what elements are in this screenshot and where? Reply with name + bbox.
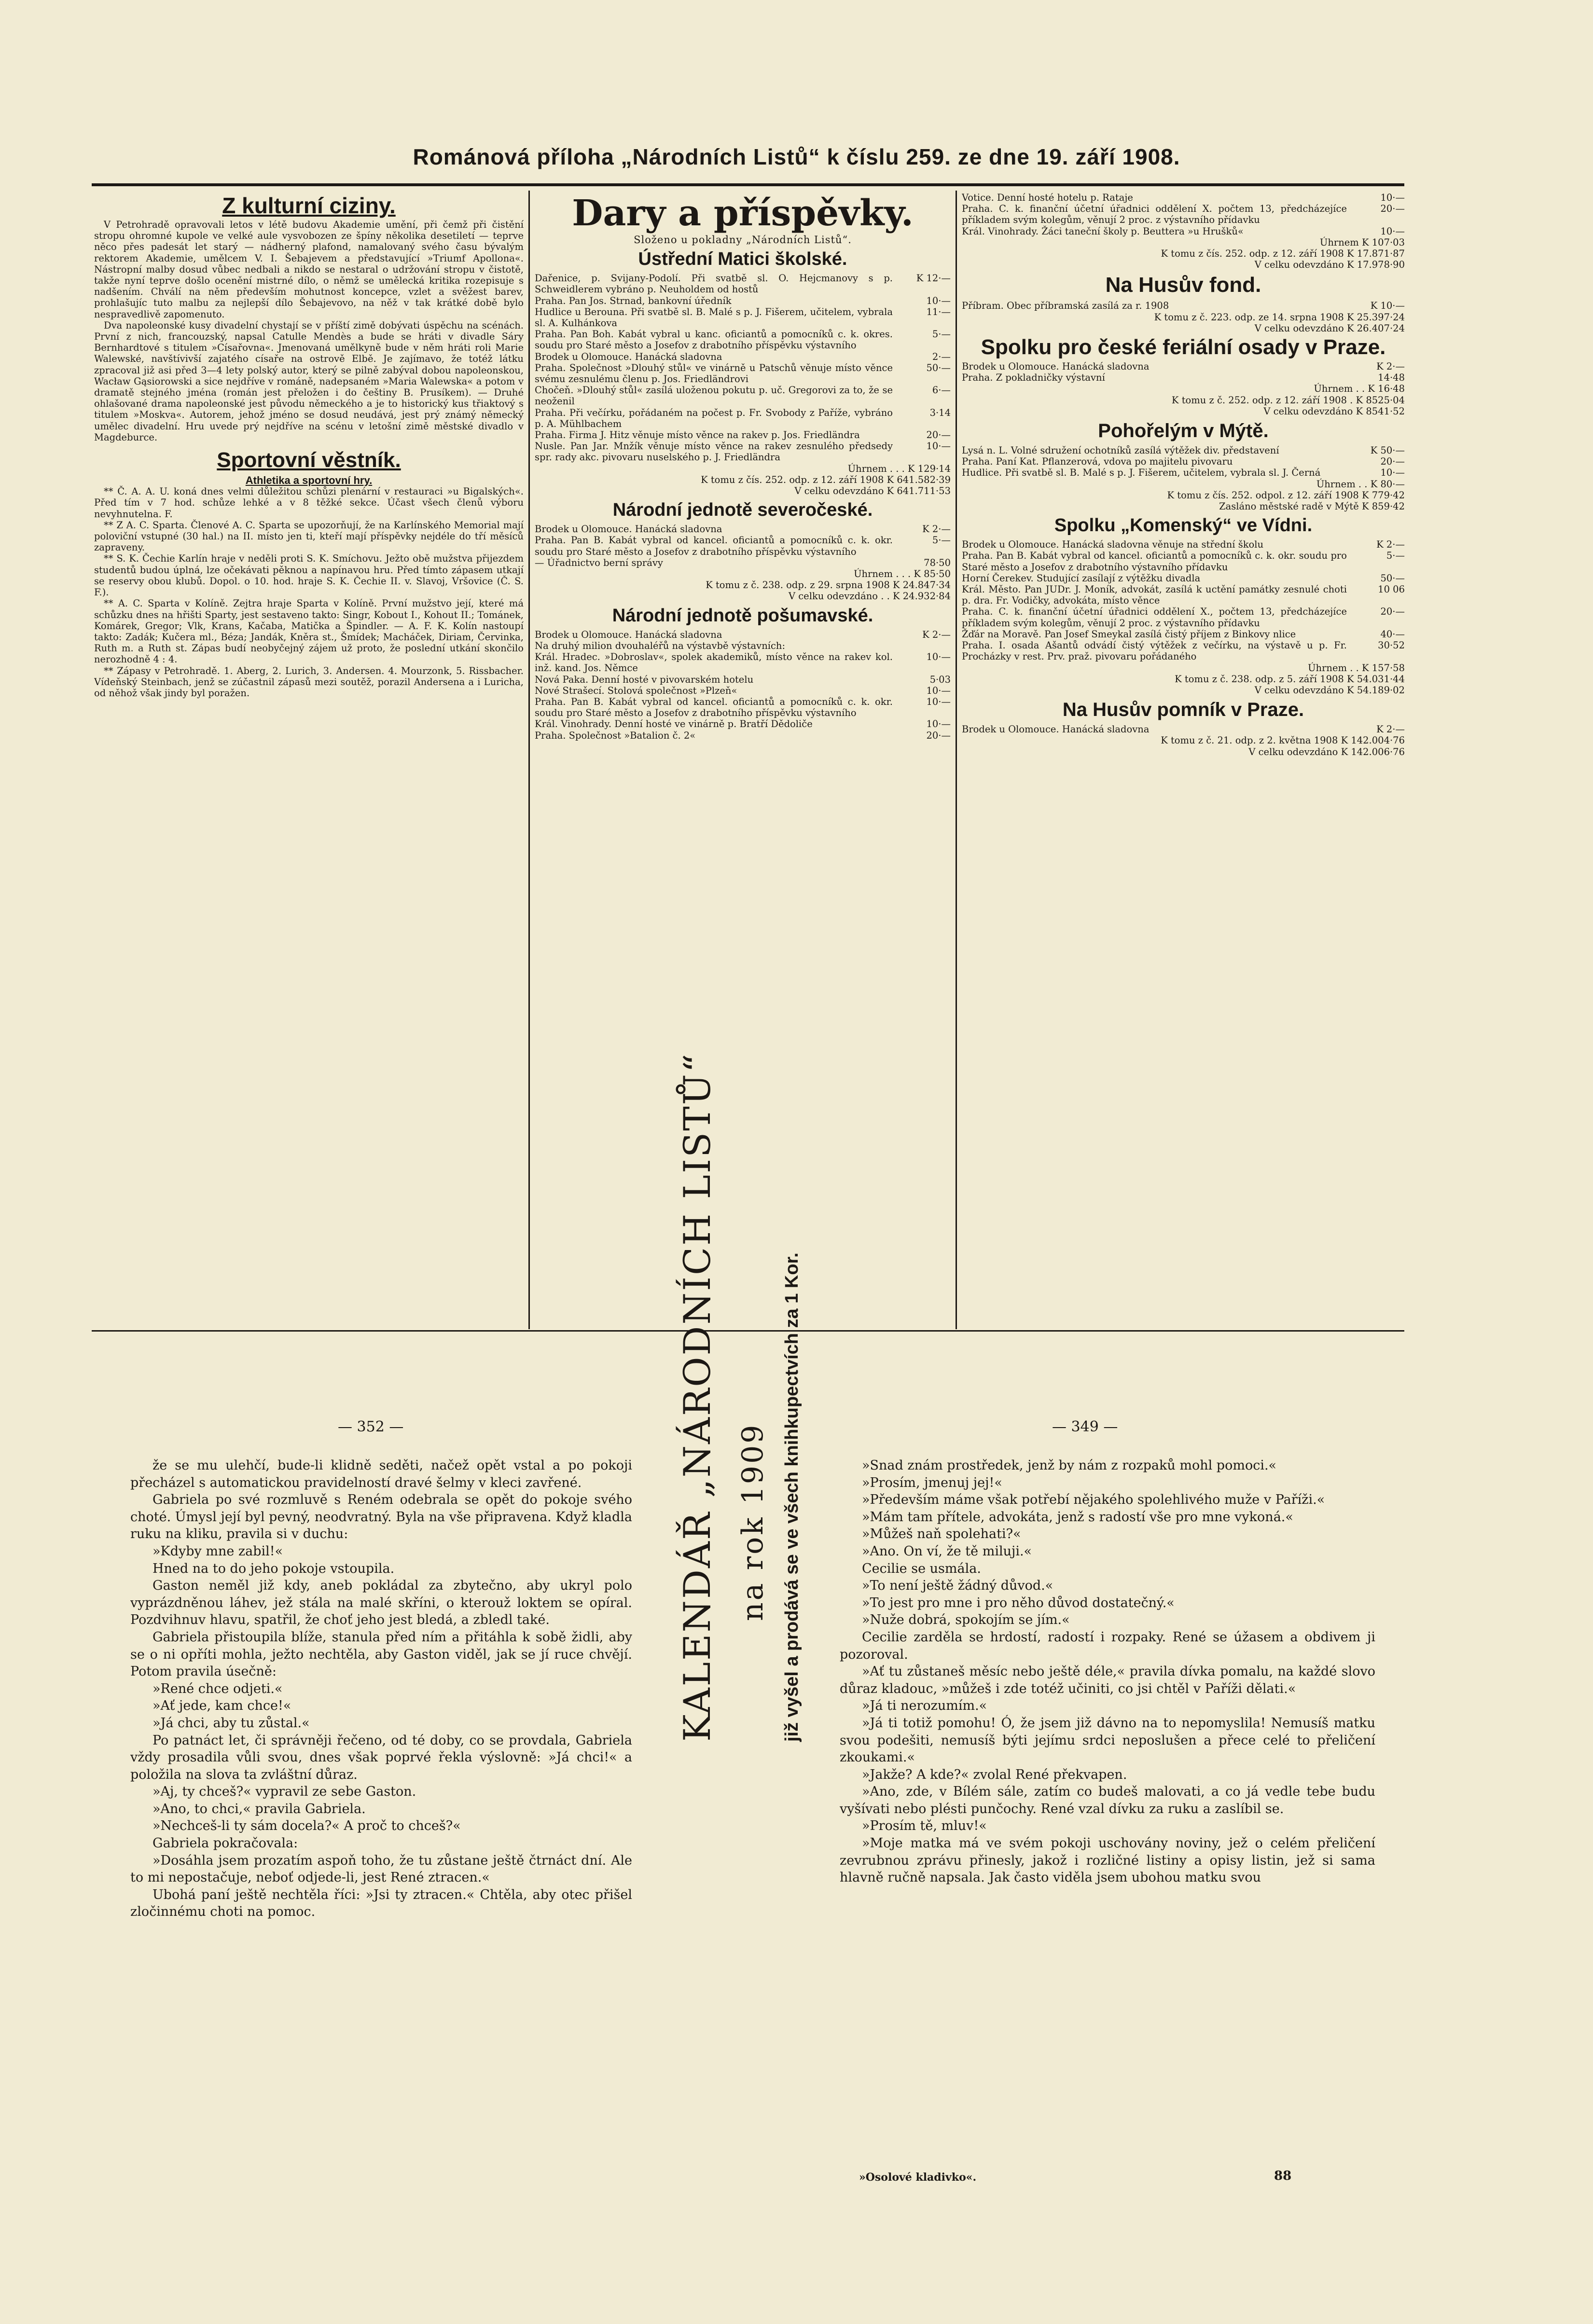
donation-entry: Nové Strašecí. Stolová společnost »Plzeň« 10·— bbox=[535, 685, 951, 696]
donation-entry: Chočeň. »Dlouhý stůl« zasílá uloženou pokutu p. uč. Gregorovi za to, že se neoženil 6·— bbox=[535, 385, 951, 407]
sport-title: Sportovní věstník. bbox=[217, 448, 401, 472]
section-previous: K tomu z č. 223. odp. ze 14. srpna 1908 K 25.397·24 bbox=[1154, 311, 1405, 323]
novel-paragraph: »Dosáhla jsem prozatím aspoň toho, že tu zůstane ještě čtrnáct dní. Ale to mi nepostačuje, neboť odjede-li, jest René ztracen.« bbox=[130, 1853, 632, 1885]
novel-paragraph: Gaston neměl již kdy, aneb pokládal za zbytečno, aby ukryl polo vyprázdněnou láhev, jež stála na malé skříni, o kterouž loktem se opíral. Pozdvihnuv hlavu, spatřil, že choť jeho jest bledá, a zbledl také. bbox=[130, 1578, 632, 1628]
section-sum: V celku odevzdáno K 142.006·76 bbox=[1248, 746, 1405, 757]
sport-paragraph: ** Č. A. A. U. koná dnes velmi důležitou schůzi plenární v restauraci »u Bigalských«. Před tím v 7 hod. schůze lehké a v 8 těžké sekce. Účast všech členů výboru nevyhnutelna. F. bbox=[94, 486, 524, 520]
donation-entry: Brodek u Olomouce. Hanácká sladovna 2·— bbox=[535, 351, 951, 362]
donation-entry: Praha. Z pokladničky výstavní 14·48 bbox=[962, 372, 1405, 384]
section-sum: V celku odevzdáno K 26.407·24 bbox=[1254, 322, 1405, 334]
novel-paragraph: »Já chci, aby tu zůstal.« bbox=[152, 1715, 310, 1731]
donations-intro: Složeno u pokladny „Národních Listů“. bbox=[634, 234, 852, 246]
header-rule bbox=[92, 183, 1404, 186]
section-previous: K tomu z č. 21. odp. z 2. května 1908 K 142.004·76 bbox=[1161, 735, 1405, 746]
donation-entry: Praha. Pan Jos. Strnad, bankovní úředník 10·— bbox=[535, 295, 951, 306]
novel-paragraph: »Prosím, jmenuj jej!« bbox=[862, 1475, 1002, 1490]
section-total: Úhrnem . . K 80·— bbox=[1316, 478, 1405, 490]
calendar-advertisement bbox=[666, 1052, 825, 1746]
donation-entry: Horní Čerekev. Studující zasílají z výtěžku divadla 50·— bbox=[962, 572, 1405, 584]
section-title-hus-fond: Na Husův fond. bbox=[1105, 273, 1261, 297]
novel-paragraph: »Ano, zde, v Bílém sále, zatím co budeš malovati, a co já vedle tebe budu vyšívati nebo plésti punčochy. René vzal dívku za ruku a zaslíbil se. bbox=[840, 1784, 1375, 1816]
donation-entry: Brodek u Olomouce. Hanácká sladovna K 2·— bbox=[962, 361, 1405, 372]
novel-paragraph: »Jakže? A kde?« zvolal René překvapen. bbox=[862, 1767, 1127, 1782]
section-total: Úhrnem . . K 157·58 bbox=[1308, 662, 1405, 674]
culture-paragraph: V Petrohradě opravovali letos v létě budovu Akademie umění, při čemž při čistění stropu ohromné kupole ve velké aule vysvobozen ze špíny několika desetiletí — teprve něco přes padesát let starý — nádherný plafond, namalovaný svého času bývalým rektorem Akademie, umělcem V. I. Šebajevem a představující »Triumf Apollona«. Nástropní malby dosud vůbec nedbali a nikdo se nestaral o udržování stropu v čistotě, takže nyní teprve došlo ocenění mistrné dílo, o němž se umělecká kritika rozepisuje s nadšením. Chválí na něm především mohutnost koncepce, vzlet a svěžest barev, prohlašujíc tuto malbu za nejlepší dílo Šebajevovo, na něž v tak krátké době bylo nespravedlivě zapomenuto. bbox=[94, 219, 524, 320]
section-sum: Zasláno městské radě v Mýtě K 859·42 bbox=[1219, 501, 1405, 512]
donation-entry: Král. Město. Pan JUDr. J. Moník, advokát, zasílá k uctění památky zesnulé choti p. dra. Fr. Vodičky, advokáta, místo věnce 10 06 bbox=[962, 584, 1405, 606]
novel-paragraph: »Prosím tě, mluv!« bbox=[862, 1818, 987, 1834]
donation-entry: Nová Paka. Denní hosté v pivovarském hotelu 5·03 bbox=[535, 674, 951, 685]
novel-paragraph: »To jest pro mne i pro něho důvod dostatečný.« bbox=[862, 1595, 1175, 1610]
donation-entry: Brodek u Olomouce. Hanácká sladovna K 2·— bbox=[535, 629, 951, 640]
donation-entry: Brodek u Olomouce. Hanácká sladovna věnuje na střední školu K 2·— bbox=[962, 539, 1405, 550]
donation-entry: Dařenice, p. Svijany-Podolí. Při svatbě sl. O. Hejcmanovy s p. Schweidlerem vybráno p. Neuholdem od hostů K 12·— bbox=[535, 273, 951, 295]
novel-paragraph: »Já ti totiž pomohu! Ó, že jsem již dávno na to nepomyslila! Nemusíš matku svou podešiti, nemusíš býti jejímu srdci neposlušen a přece celé to přeličení zkoukami.« bbox=[840, 1715, 1375, 1765]
section-title-myto: Pohořelým v Mýtě. bbox=[1098, 420, 1269, 442]
donation-entry: Hudlice. Při svatbě sl. B. Malé s p. J. Fišerem, učitelem, vybrala sl. J. Černá 10·— bbox=[962, 467, 1405, 479]
footer-sheet-number: 88 bbox=[1274, 2169, 1292, 2183]
novel-paragraph: »Mám tam přítele, advokáta, jenž s radostí vše pro mne vykoná.« bbox=[862, 1509, 1293, 1525]
column-divider-1 bbox=[528, 191, 530, 1329]
novel-page-left bbox=[130, 1457, 632, 2181]
donation-entry: — Úřadnictvo berní správy 78·50 bbox=[535, 557, 951, 568]
sport-paragraph: ** Zápasy v Petrohradě. 1. Aberg, 2. Lurich, 3. Andersen. 4. Mourzonk, 5. Rissbacher. Vídeňský Steinbach, jenž se zúčastnil zápasů mezi soutěž, porazil Andersena a i Luricha, od něhož však jindy byl poražen. bbox=[94, 665, 524, 699]
section-previous: K tomu z čís. 252. odpol. z 12. září 1908 K 779·42 bbox=[1167, 489, 1405, 501]
novel-paragraph: »Nuže dobrá, spokojím se jím.« bbox=[862, 1612, 1070, 1628]
section-sum: V celku odevzdáno K 641.711·53 bbox=[794, 485, 951, 497]
donation-entry: Praha. Pan B. Kabát vybral od kancel. oficiantů a pomocníků c. k. okr. soudu pro Staré město a Josefov z drabotního příspěvku výstavního 10·— bbox=[535, 696, 951, 719]
donation-entry: Nusle. Pan Jar. Mnžík věnuje místo věnce na rakev zesnulého předsedy spr. rady akc. pivovaru nuselského p. J. Friedländra 10·— bbox=[535, 440, 951, 463]
section-total: Úhrnem . . K 16·48 bbox=[1314, 383, 1405, 395]
page-header: Románová příloha „Národních Listů“ k číslu 259. ze dne 19. září 1908. bbox=[413, 144, 1180, 169]
novel-paragraph: »Snad znám prostředek, jenž by nám z rozpaků mohl pomoci.« bbox=[862, 1458, 1277, 1473]
column-divider-2 bbox=[956, 191, 957, 1329]
entries-matice bbox=[535, 273, 951, 463]
donation-entry: Praha. Pan Boh. Kabát vybral u kanc. oficiantů a pomocníků c. k. okres. soudu pro Staré město a Josefov z drabotního příspěvku výstavního 5·— bbox=[535, 329, 951, 351]
section-title-hus-pomnik: Na Husův pomník v Praze. bbox=[1062, 699, 1304, 721]
section-previous: K tomu z čís. 252. odp. z 12. září 1908 K 641.582·39 bbox=[701, 474, 951, 485]
section-title-posumavska: Národní jednotě pošumavské. bbox=[612, 605, 873, 626]
donation-entry: Praha. Pan B. Kabát vybral od kancel. oficiantů a pomocníků c. k. okr. soudu pro Staré město a Josefov z drabotního příspěvku výstavního 5·— bbox=[535, 535, 951, 557]
novel-paragraph: Gabriela přistoupila blíže, stanula před ním a přitáhla k sobě židli, aby se o ni opříti mohla, ježto nechtěla, aby Gaston viděl, jak se jí ruce chvějí. Potom pravila úsečně: bbox=[130, 1629, 632, 1679]
section-title-matice: Ústřední Matici školské. bbox=[638, 249, 847, 270]
sport-subtitle: Athletika a sportovní hry. bbox=[245, 474, 373, 487]
donation-entry: Žďár na Moravě. Pan Josef Smeykal zasílá čistý příjem z Binkovy nlice 40·— bbox=[962, 628, 1405, 640]
novel-paragraph: »Já ti nerozumím.« bbox=[862, 1698, 987, 1714]
novel-paragraph: »Především máme však potřebí nějakého spolehlivého muže v Paříži.« bbox=[862, 1492, 1325, 1508]
donations-title: Dary a příspěvky. bbox=[572, 193, 914, 234]
donation-entry: Praha. Při večírku, pořádaném na počest p. Fr. Svobody z Paříže, vybráno p. A. Mühlbachem 3·14 bbox=[535, 407, 951, 429]
section-sum: V celku odevzdáno K 17.978·90 bbox=[1254, 259, 1405, 271]
section-title-severoceska: Národní jednotě severočeské. bbox=[612, 500, 873, 521]
section-previous: K tomu z č. 238. odp. z 29. srpna 1908 K 24.847·34 bbox=[706, 579, 951, 591]
culture-paragraph: Dva napoleonské kusy divadelní chystají se v příští zimě dobývati úspěchu na scénách. První z nich, francouzský, napsal Catulle Mendès a bude se hráti v divadle Sáry Bernhardtové s titulem »Císařovna«. Jmenovaná umělkyně bude v něm hráti roli Marie Walewské, navštívivší zajatého císaře na ostrově Elbě. Je zajímavo, že totéž látku zpracoval již asi před 3—4 lety polský autor, který se pilně zabýval dobou napoleonskou, Wacław Gąsiorowski a sice nejdříve v románě, nadepsaném »Maria Walewska« a potom v dramatě stejného jména (román jest přeložen i do češtiny B. Prusíkem). — Druhé ohlašované drama napoleonské jest původu německého a je to historický kus třiaktový s titulem »Moskva«. Autorem, jehož jméno se dosud neudává, jest prý známý německý umělec divadelní. Hru uvede prý nejdříve na scénu v letošní zimě městské divadlo v Magdeburce. bbox=[94, 319, 524, 443]
section-sum: V celku odevzdáno K 8541·52 bbox=[1263, 405, 1405, 417]
sport-paragraph: ** S. K. Čechie Karlín hraje v neděli proti S. K. Smíchovu. Ježto obě mužstva přijezdem studentů budou úplná, lze očekávati pěknou a napínavou hru. Před tímto zápasem utkají se reservy obou klubů. Dopol. o 10. hod. hraje S. K. Čechie II. v. Slavoj, Vršovice (Č. S. F.). bbox=[94, 553, 524, 598]
donation-entry: Brodek u Olomouce. Hanácká sladovna K 2·— bbox=[535, 523, 951, 535]
novel-paragraph: Po patnáct let, či správněji řečeno, od té doby, co se provdala, Gabriela vždy prosadila vůli svou, dnes však poprvé řekla výslovně: »Já chci!« a položila na slova ta zvláštní důraz. bbox=[130, 1733, 632, 1782]
donation-entry: Brodek u Olomouce. Hanácká sladovna K 2·— bbox=[962, 724, 1405, 735]
novel-paragraph: »Ať jede, kam chce!« bbox=[152, 1698, 291, 1714]
section-total: Úhrnem K 107·03 bbox=[1319, 236, 1405, 248]
section-title-komensky: Spolku „Komenský“ ve Vídni. bbox=[1054, 515, 1313, 536]
novel-paragraph: »To není ještě žádný důvod.« bbox=[862, 1578, 1053, 1594]
donation-entry: Na druhý milion dvouhaléřů na výstavbě výstavních: bbox=[535, 640, 786, 651]
donation-entry: Praha. C. k. finanční účetní úřadnici oddělení X., počtem 13, předcházejíce příkladem svým kolegům, věnují 2 proc. z výstavního přídavku 20·— bbox=[962, 606, 1405, 629]
donation-entry: Hudlice u Berouna. Při svatbě sl. B. Malé s p. J. Fišerem, učitelem, vybrala sl. A. Kulhánkova 11·— bbox=[535, 306, 951, 329]
column-culture bbox=[94, 192, 524, 1326]
donation-entry: Král. Vinohrady. Žáci taneční školy p. Beuttera »u Hrušků« 10·— bbox=[962, 225, 1405, 237]
donation-entry: Lysá n. L. Volné sdružení ochotníků zasílá výtěžek div. představení K 50·— bbox=[962, 445, 1405, 456]
novel-paragraph: Hned na to do jeho pokoje vstoupila. bbox=[152, 1561, 395, 1576]
ad-line-title: KALENDÁŘ „NÁRODNÍCH LISTŮ“ bbox=[676, 1052, 719, 1742]
novel-paragraph: »Nechceš-li ty sám docela?« A proč to chceš?« bbox=[152, 1818, 461, 1834]
novel-paragraph: že se mu ulehčí, bude-li klidně seděti, načež opět vstal a po pokoji přecházel s automatickou pravidelností dravé šelmy v kleci zavřené. bbox=[130, 1458, 632, 1490]
ad-line-year: na rok 1909 bbox=[736, 1423, 770, 1621]
section-sum: V celku odevzdáno . . K 24.932·84 bbox=[788, 591, 951, 602]
section-previous: K tomu z č. 238. odp. z 5. září 1908 K 54.031·44 bbox=[1175, 673, 1405, 685]
novel-paragraph: »Aj, ty chceš?« vypravil ze sebe Gaston. bbox=[152, 1784, 416, 1800]
donation-entry: Praha. Pan B. Kabát vybral od kancel. oficiantů a pomocníků c. k. okr. soudu pro Staré město a Josefov z drabotního výstavního přídavku 5·— bbox=[962, 550, 1405, 573]
footer-signature: »Osolové kladivko«. bbox=[859, 2171, 977, 2184]
culture-title: Z kulturní ciziny. bbox=[222, 193, 396, 218]
section-previous: K tomu z č. 252. odp. z 12. září 1908 . K 8525·04 bbox=[1171, 394, 1405, 406]
ad-line-sale: již vyšel a prodává se ve všech knihkupectvích za 1 Kor. bbox=[782, 1252, 802, 1742]
novel-paragraph: »Ať tu zůstaneš měsíc nebo ještě déle,« pravila dívka pomalu, na každé slovo důraz kladouc, »můžeš i zde totéž učiniti, co jsi chtěl v Paříži dělati.« bbox=[840, 1664, 1375, 1696]
sport-paragraph: ** A. C. Sparta v Kolíně. Zejtra hraje Sparta v Kolíně. První mužstvo její, které má schůzku dnes na hřišti Sparty, jest sestaveno takto: Singr, Kobout I., Kohout II.; Tománek, Komárek, Gregor; Vlk, Krans, Kačaba, Matička a Špindler. — A. F. K. Kolín nastoupí takto: Zadák; Kučera ml., Béza; Jandák, Kněra st., Šmídek; Macháček, Diriam, Červinka, Ruth m. a Ruth st. Zápas budí neobyčejný zájem už proto, že poslední utkání skončilo nerozhodně 4 : 4. bbox=[94, 598, 524, 665]
novel-paragraph: »Ano. On ví, že tě miluji.« bbox=[862, 1543, 1032, 1559]
donation-entry: Votice. Denní hosté hotelu p. Rataje 10·— bbox=[962, 192, 1405, 203]
novel-page-right bbox=[840, 1457, 1375, 2161]
novel-paragraph: Cecilie se usmála. bbox=[862, 1561, 981, 1576]
sport-paragraph: ** Z A. C. Sparta. Členové A. C. Sparta se upozorňují, že na Karlínského Memorial mají poloviční vstupné (30 hal.) na II. místo jen ti, kteří mají příspěvky nejdéle do tří měsíců zapraveny. bbox=[94, 519, 524, 553]
donation-entry: Praha. Paní Kat. Pflanzerová, vdova po majitelu pivovaru 20·— bbox=[962, 456, 1405, 468]
novel-paragraph: Gabriela pokračovala: bbox=[152, 1836, 298, 1851]
donation-entry: Král. Vinohrady. Denní hosté ve vinárně p. Bratří Dědoliče 10·— bbox=[535, 718, 951, 730]
section-sum: V celku odevzdáno K 54.189·02 bbox=[1254, 684, 1405, 696]
section-total: Úhrnem . . . K 129·14 bbox=[847, 463, 951, 474]
novel-paragraph: »Moje matka má ve svém pokoji uschovány noviny, jež o celém přeličení zevrubnou zprávu přinesly, jakož i rozličné listiny a opisy listin, jež si sama hlavně ručně napsala. Jak často viděla jsem ubohou matku svou bbox=[840, 1836, 1375, 1885]
donation-entry: Praha. Společnost »Dlouhý stůl« ve vinárně u Patschů věnuje místo věnce svému zesnulému členu p. Jos. Friedländrovi 50·— bbox=[535, 362, 951, 385]
novel-paragraph: Gabriela po své rozmluvě s Reném odebrala se opět do pokoje svého choté. Úmysl její byl pevný, neodvratný. Byla na vše připravena. Když kladla ruku na kliku, pravila si v duchu: bbox=[130, 1492, 632, 1542]
novel-paragraph: Cecilie zarděla se hrdostí, radostí i rozpaky. René se úžasem a obdivem ji pozoroval. bbox=[840, 1629, 1375, 1662]
section-total: Úhrnem . . . K 85·50 bbox=[854, 568, 951, 580]
novel-paragraph: »René chce odjeti.« bbox=[152, 1681, 283, 1696]
section-title-ferialni: Spolku pro české feriální osady v Praze. bbox=[981, 335, 1386, 359]
donation-entry: Praha. Společnost »Batalion č. 2« 20·— bbox=[535, 729, 951, 741]
donation-entry: Praha. C. k. finanční účetní úřadnici oddělení X. počtem 13, předcházejíce příkladem svým kolegům, věnují 2 proc. z výstavního přídavku 20·— bbox=[962, 203, 1405, 226]
column-funds bbox=[962, 192, 1405, 1326]
donation-entry: Praha. Firma J. Hitz věnuje místo věnce na rakev p. Jos. Friedländra 20·— bbox=[535, 429, 951, 441]
page-number-left: — 352 — bbox=[338, 1418, 404, 1435]
donation-entry: Král. Hradec. »Dobroslav«, spolek akademiků, místo věnce na rakev kol. inž. kand. Jos. Němce 10·— bbox=[535, 651, 951, 674]
novel-paragraph: Ubohá paní ještě nechtěla říci: »Jsi ty ztracen.« Chtěla, aby otec přišel zločinnému choti na pomoc. bbox=[130, 1887, 632, 1920]
novel-paragraph: »Kdyby mne zabil!« bbox=[152, 1543, 283, 1559]
novel-paragraph: »Můžeš naň spolehati?« bbox=[862, 1526, 1021, 1542]
donation-entry: Příbram. Obec příbramská zasílá za r. 1908 K 10·— bbox=[962, 300, 1405, 312]
donation-entry: Praha. I. osada Ašantů odvádí čistý výtěžek z večírku, na výstavě u p. Fr. Procházky v rest. Prv. praž. pivovaru pořádaného 30·52 bbox=[962, 640, 1405, 662]
section-previous: K tomu z čís. 252. odp. z 12. září 1908 K 17.871·87 bbox=[1161, 248, 1405, 260]
page-number-right: — 349 — bbox=[1052, 1418, 1118, 1435]
novel-paragraph: »Ano, to chci,« pravila Gabriela. bbox=[152, 1801, 366, 1816]
